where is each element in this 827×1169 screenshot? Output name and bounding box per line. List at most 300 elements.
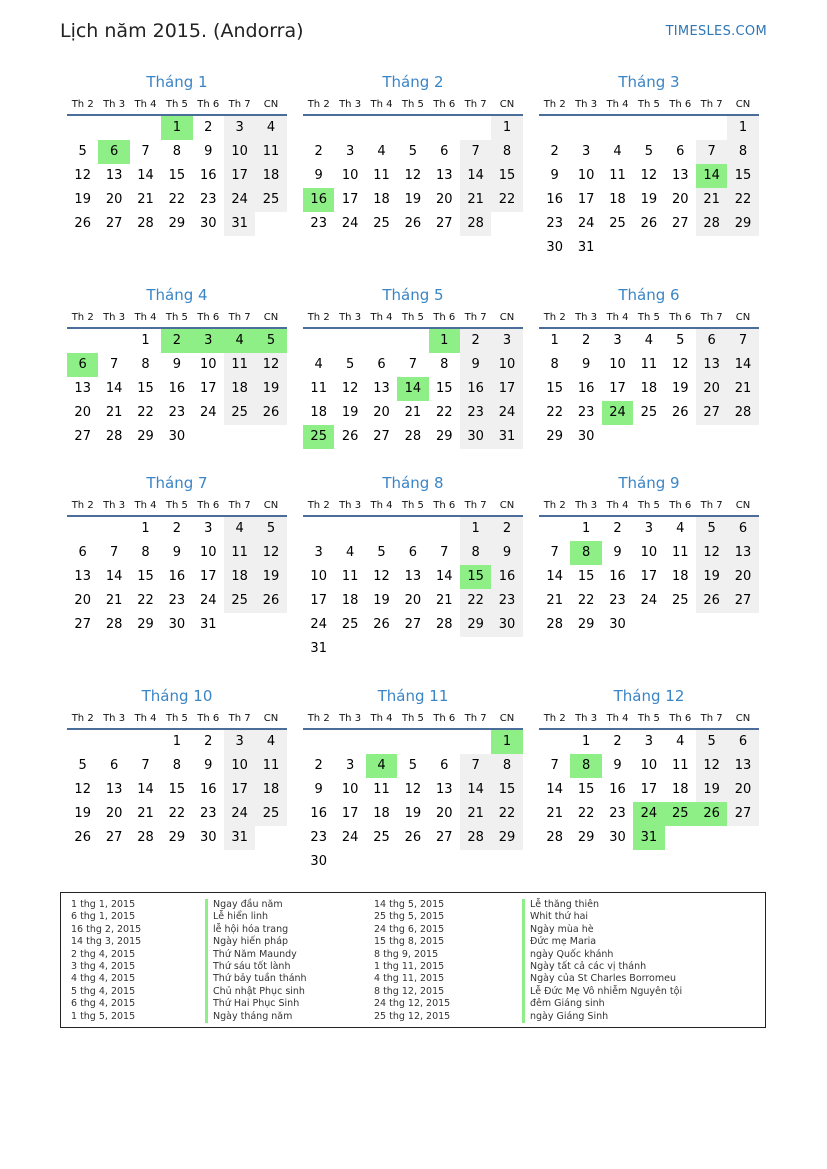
day-cell: 13 <box>74 381 91 396</box>
day-cell: 23 <box>460 401 491 425</box>
holiday-day-cell: 24 <box>633 802 664 826</box>
day-cell: 21 <box>404 405 422 420</box>
weekday-label: Th 2 <box>71 312 94 323</box>
day-cell: 14 <box>546 782 563 797</box>
day-cell: 15 <box>435 381 453 396</box>
day-cell: 6 <box>440 144 449 159</box>
day-cell: 8 <box>491 754 522 778</box>
weekday-label: Th 6 <box>433 312 456 323</box>
day-cell: 23 <box>199 806 217 821</box>
weekday-label: Th 2 <box>307 713 330 724</box>
legend-dates-col-1 <box>71 899 141 1023</box>
day-cell: 8 <box>172 144 181 159</box>
day-cell: 5 <box>696 730 727 754</box>
weekday-label: Th 5 <box>637 713 660 724</box>
day-cell: 22 <box>168 806 186 821</box>
day-cell: 21 <box>460 188 491 212</box>
holiday-day-cell: 2 <box>161 329 192 353</box>
day-cell: 7 <box>141 758 150 773</box>
month-block <box>67 71 287 236</box>
day-cell: 26 <box>404 830 422 845</box>
weekday-label: Th 3 <box>575 500 598 511</box>
legend-holiday-name: Lễ thăng thiên <box>522 899 682 911</box>
day-cell: 20 <box>105 192 123 207</box>
day-cell: 11 <box>671 545 689 560</box>
weekday-header <box>67 309 287 329</box>
day-cell: 3 <box>581 144 591 159</box>
day-cell: 9 <box>581 357 591 372</box>
day-cell: 3 <box>491 329 522 353</box>
empty-cell <box>98 730 129 754</box>
empty-cell <box>334 329 365 353</box>
weekday-label: Th 4 <box>134 99 157 110</box>
day-cell: 18 <box>373 192 390 207</box>
weekday-label: Th 5 <box>637 99 660 110</box>
day-cell: 22 <box>435 405 453 420</box>
empty-cell <box>366 730 397 754</box>
weekday-label: Th 3 <box>575 99 598 110</box>
day-cell: 26 <box>341 429 359 444</box>
day-cell: 27 <box>435 830 453 845</box>
day-cell: 14 <box>435 569 453 584</box>
day-cell: 1 <box>141 521 150 536</box>
empty-cell <box>397 517 428 541</box>
weekday-header <box>303 710 523 730</box>
weekday-header <box>539 309 759 329</box>
day-cell: 9 <box>550 168 559 183</box>
day-cell: 23 <box>577 405 595 420</box>
day-cell: 24 <box>310 617 327 632</box>
day-cell: 28 <box>546 617 563 632</box>
day-cell: 21 <box>546 593 563 608</box>
weekday-label: Th 2 <box>307 99 330 110</box>
month-block <box>539 472 759 637</box>
empty-cell <box>539 116 570 140</box>
day-cell: 4 <box>644 333 653 348</box>
day-cell: 8 <box>460 541 491 565</box>
legend-date: 1 thg 1, 2015 <box>71 899 136 910</box>
weekday-label: CN <box>499 312 515 323</box>
weekday-label: Th 6 <box>197 500 220 511</box>
legend-date: 16 thg 2, 2015 <box>71 923 142 935</box>
day-cell: 20 <box>435 192 453 207</box>
day-cell: 18 <box>671 569 689 584</box>
legend-holiday-name: Đức mẹ Maria <box>522 936 682 948</box>
day-cell: 6 <box>676 144 685 159</box>
weekday-label: Th 7 <box>228 713 251 724</box>
day-cell: 23 <box>491 589 522 613</box>
day-cell: 28 <box>460 212 491 236</box>
day-cell: 27 <box>373 429 390 444</box>
day-cell: 2 <box>613 734 622 749</box>
day-cell: 20 <box>105 806 123 821</box>
day-cell: 19 <box>255 565 286 589</box>
day-cell: 13 <box>696 353 727 377</box>
weekday-header <box>303 497 523 517</box>
day-cell: 8 <box>491 140 522 164</box>
day-cell: 5 <box>255 517 286 541</box>
day-cell: 8 <box>141 545 150 560</box>
weekday-label: Th 4 <box>370 500 393 511</box>
legend-date: 4 thg 4, 2015 <box>71 973 136 985</box>
day-cell: 30 <box>609 617 626 632</box>
day-cell: 7 <box>109 357 119 372</box>
weekday-label: Th 6 <box>197 713 220 724</box>
day-cell: 18 <box>609 192 626 207</box>
weekday-label: Th 4 <box>606 312 629 323</box>
day-cell: 10 <box>341 782 359 797</box>
day-cell: 22 <box>577 806 595 821</box>
day-cell: 7 <box>408 357 417 372</box>
day-cell: 5 <box>676 333 685 348</box>
weekday-label: Th 3 <box>339 312 362 323</box>
day-cell: 29 <box>546 429 563 444</box>
legend-holiday-name: lễ hội hóa trang <box>205 924 307 936</box>
day-cell: 21 <box>546 806 563 821</box>
legend-date: 6 thg 4, 2015 <box>71 998 136 1010</box>
day-cell: 3 <box>204 521 213 536</box>
weekday-label: Th 3 <box>103 312 126 323</box>
legend-date: 8 thg 9, 2015 <box>374 948 439 960</box>
weekday-label: Th 4 <box>370 312 393 323</box>
day-cell: 31 <box>199 617 217 632</box>
day-cell: 6 <box>377 357 386 372</box>
empty-cell <box>665 116 696 140</box>
month-title: Tháng 6 <box>618 286 680 304</box>
empty-cell <box>130 730 161 754</box>
day-cell: 11 <box>255 140 286 164</box>
legend-date: 24 thg 6, 2015 <box>374 923 445 935</box>
holiday-day-cell: 14 <box>397 377 428 401</box>
empty-cell <box>334 116 365 140</box>
day-cell: 16 <box>609 569 626 584</box>
day-cell: 30 <box>199 216 217 231</box>
legend-date: 4 thg 11, 2015 <box>374 973 445 985</box>
day-cell: 9 <box>204 758 213 773</box>
day-cell: 29 <box>460 613 491 637</box>
day-cell: 2 <box>204 734 213 749</box>
empty-cell <box>67 329 98 353</box>
day-cell: 8 <box>172 758 181 773</box>
day-cell: 12 <box>696 754 727 778</box>
month-block <box>303 284 523 449</box>
weekday-label: Th 6 <box>197 99 220 110</box>
day-cell: 6 <box>408 545 417 560</box>
day-cell: 29 <box>137 617 154 632</box>
day-cell: 27 <box>671 216 689 231</box>
weekday-label: Th 4 <box>134 500 157 511</box>
day-cell: 3 <box>345 758 355 773</box>
day-cell: 9 <box>204 144 213 159</box>
holiday-day-cell: 6 <box>98 140 129 164</box>
day-cell: 15 <box>137 381 154 396</box>
day-cell: 17 <box>199 381 217 396</box>
day-cell: 18 <box>373 806 390 821</box>
day-cell: 30 <box>199 830 217 845</box>
day-cell: 2 <box>460 329 491 353</box>
day-cell: 20 <box>435 806 453 821</box>
day-cell: 7 <box>460 140 491 164</box>
day-cell: 14 <box>137 168 154 183</box>
day-cell: 10 <box>199 545 217 560</box>
day-cell: 19 <box>255 377 286 401</box>
day-cell: 2 <box>581 333 591 348</box>
legend-holiday-name: Ngày tất cả các vị thánh <box>522 961 682 973</box>
day-cell: 1 <box>141 333 150 348</box>
weekday-label: Th 7 <box>700 99 723 110</box>
day-cell: 11 <box>310 381 327 396</box>
weekday-label: Th 4 <box>606 99 629 110</box>
month-title: Tháng 11 <box>377 687 449 705</box>
legend-date: 14 thg 3, 2015 <box>71 936 142 948</box>
day-cell: 29 <box>168 830 186 845</box>
legend-date: 14 thg 5, 2015 <box>374 899 445 910</box>
day-cell: 12 <box>640 168 658 183</box>
weekday-label: CN <box>263 713 279 724</box>
day-grid <box>303 329 523 449</box>
legend-date: 1 thg 11, 2015 <box>374 960 445 972</box>
day-cell: 7 <box>440 545 449 560</box>
weekday-header <box>67 497 287 517</box>
weekday-label: Th 7 <box>700 500 723 511</box>
day-cell: 7 <box>550 758 559 773</box>
month-block <box>539 685 759 850</box>
day-cell: 29 <box>435 429 453 444</box>
day-cell: 9 <box>314 168 323 183</box>
holiday-day-cell: 14 <box>696 164 727 188</box>
day-cell: 1 <box>460 517 491 541</box>
holiday-day-cell: 5 <box>255 329 286 353</box>
weekday-label: CN <box>499 500 515 511</box>
day-cell: 20 <box>727 565 758 589</box>
weekday-label: Th 5 <box>637 312 660 323</box>
day-cell: 28 <box>137 216 154 231</box>
legend-names-col-2 <box>522 899 682 1023</box>
holiday-day-cell: 4 <box>366 754 397 778</box>
day-cell: 19 <box>341 405 359 420</box>
day-cell: 13 <box>404 569 422 584</box>
day-cell: 13 <box>105 168 123 183</box>
day-cell: 1 <box>172 734 181 749</box>
weekday-label: Th 5 <box>165 99 188 110</box>
day-cell: 21 <box>696 188 727 212</box>
day-cell: 25 <box>671 593 689 608</box>
day-cell: 24 <box>341 830 359 845</box>
day-cell: 4 <box>224 517 255 541</box>
day-cell: 12 <box>74 168 91 183</box>
day-cell: 4 <box>676 734 685 749</box>
empty-cell <box>303 329 334 353</box>
empty-cell <box>130 116 161 140</box>
legend-holiday-name: đêm Giáng sinh <box>522 998 682 1010</box>
day-cell: 27 <box>696 401 727 425</box>
weekday-label: Th 5 <box>165 312 188 323</box>
day-cell: 26 <box>404 216 422 231</box>
day-cell: 26 <box>373 617 390 632</box>
day-cell: 11 <box>224 353 255 377</box>
day-cell: 6 <box>727 517 758 541</box>
legend-holiday-name: Thứ Năm Maundy <box>205 949 307 961</box>
weekday-label: Th 6 <box>669 99 692 110</box>
month-block <box>67 284 287 449</box>
weekday-label: CN <box>735 312 751 323</box>
weekday-label: Th 5 <box>401 312 424 323</box>
weekday-label: CN <box>735 500 751 511</box>
day-cell: 11 <box>341 569 359 584</box>
weekday-label: Th 2 <box>543 500 566 511</box>
holiday-day-cell: 1 <box>491 730 522 754</box>
day-cell: 26 <box>255 589 286 613</box>
day-cell: 22 <box>546 405 563 420</box>
day-cell: 3 <box>314 545 323 560</box>
empty-cell <box>429 730 460 754</box>
day-cell: 14 <box>460 164 491 188</box>
day-cell: 9 <box>613 758 622 773</box>
weekday-label: Th 6 <box>433 99 456 110</box>
day-cell: 18 <box>640 381 658 396</box>
day-cell: 30 <box>546 240 563 255</box>
day-cell: 19 <box>74 192 91 207</box>
day-cell: 3 <box>644 734 653 749</box>
month-title: Tháng 9 <box>618 474 680 492</box>
day-cell: 13 <box>105 782 123 797</box>
weekday-label: Th 7 <box>464 99 487 110</box>
day-grid <box>67 730 287 850</box>
day-cell: 24 <box>491 401 522 425</box>
empty-cell <box>366 329 397 353</box>
day-cell: 28 <box>105 429 123 444</box>
day-cell: 12 <box>373 569 390 584</box>
day-cell: 3 <box>224 730 255 754</box>
day-cell: 25 <box>373 216 390 231</box>
legend-holiday-name: ngày Quốc khánh <box>522 949 682 961</box>
month-block <box>67 685 287 850</box>
day-cell: 5 <box>408 758 417 773</box>
day-cell: 22 <box>137 593 154 608</box>
holiday-day-cell: 6 <box>67 353 98 377</box>
day-cell: 19 <box>696 565 727 589</box>
day-cell: 1 <box>727 116 758 140</box>
day-cell: 2 <box>613 521 622 536</box>
day-cell: 7 <box>141 144 150 159</box>
month-block <box>303 71 523 236</box>
day-cell: 4 <box>676 521 685 536</box>
site-link[interactable]: TIMESLES.COM <box>665 24 767 39</box>
day-cell: 17 <box>224 778 255 802</box>
day-cell: 16 <box>310 806 327 821</box>
day-cell: 15 <box>168 168 186 183</box>
day-cell: 14 <box>105 381 123 396</box>
weekday-label: Th 5 <box>637 500 660 511</box>
day-cell: 21 <box>137 806 154 821</box>
empty-cell <box>303 116 334 140</box>
day-cell: 30 <box>168 429 186 444</box>
day-cell: 28 <box>435 617 453 632</box>
day-cell: 5 <box>345 357 355 372</box>
day-cell: 31 <box>577 240 595 255</box>
weekday-label: Th 3 <box>103 99 126 110</box>
day-cell: 8 <box>550 357 559 372</box>
day-cell: 20 <box>74 405 91 420</box>
empty-cell <box>366 517 397 541</box>
weekday-label: CN <box>263 99 279 110</box>
legend-date: 3 thg 4, 2015 <box>71 960 136 972</box>
day-cell: 13 <box>435 782 453 797</box>
weekday-label: Th 7 <box>464 500 487 511</box>
page-title: Lịch năm 2015. (Andorra) <box>60 20 304 42</box>
day-cell: 4 <box>377 144 386 159</box>
day-cell: 30 <box>609 830 626 845</box>
day-cell: 25 <box>609 216 626 231</box>
day-cell: 30 <box>460 425 491 449</box>
day-cell: 12 <box>404 782 422 797</box>
day-cell: 29 <box>137 429 154 444</box>
weekday-label: Th 3 <box>103 500 126 511</box>
holiday-day-cell: 15 <box>460 565 491 589</box>
empty-cell <box>98 517 129 541</box>
day-cell: 22 <box>577 593 595 608</box>
holiday-day-cell: 1 <box>429 329 460 353</box>
day-cell: 27 <box>404 617 422 632</box>
day-cell: 6 <box>727 730 758 754</box>
day-cell: 17 <box>491 377 522 401</box>
day-cell: 16 <box>609 782 626 797</box>
holiday-day-cell: 3 <box>193 329 224 353</box>
empty-cell <box>303 730 334 754</box>
empty-cell <box>633 116 664 140</box>
day-cell: 9 <box>172 545 181 560</box>
weekday-label: Th 7 <box>228 99 251 110</box>
day-cell: 25 <box>224 401 255 425</box>
day-cell: 16 <box>199 782 217 797</box>
day-cell: 18 <box>255 778 286 802</box>
day-cell: 20 <box>404 593 422 608</box>
month-title: Tháng 8 <box>382 474 444 492</box>
day-cell: 23 <box>168 405 186 420</box>
day-cell: 5 <box>696 517 727 541</box>
day-cell: 30 <box>168 617 186 632</box>
day-cell: 25 <box>255 802 286 826</box>
holiday-legend <box>60 892 766 1028</box>
day-cell: 20 <box>671 192 689 207</box>
legend-names-col-1 <box>205 899 307 1023</box>
legend-holiday-name: Whit thứ hai <box>522 911 682 923</box>
weekday-label: CN <box>263 312 279 323</box>
empty-cell <box>98 116 129 140</box>
day-grid <box>303 730 523 874</box>
day-grid <box>303 116 523 236</box>
day-cell: 22 <box>168 192 186 207</box>
day-cell: 20 <box>727 778 758 802</box>
day-cell: 22 <box>727 188 758 212</box>
day-grid <box>539 329 759 449</box>
day-grid <box>303 517 523 661</box>
month-title: Tháng 7 <box>146 474 208 492</box>
day-cell: 28 <box>460 826 491 850</box>
day-cell: 2 <box>550 144 559 159</box>
day-cell: 4 <box>345 545 355 560</box>
weekday-label: Th 7 <box>228 312 251 323</box>
day-cell: 21 <box>727 377 758 401</box>
day-cell: 13 <box>671 168 689 183</box>
month-block <box>67 472 287 637</box>
holiday-day-cell: 26 <box>696 802 727 826</box>
day-cell: 21 <box>105 405 123 420</box>
empty-cell <box>602 116 633 140</box>
weekday-label: Th 6 <box>669 312 692 323</box>
day-cell: 12 <box>255 353 286 377</box>
weekday-label: Th 4 <box>606 713 629 724</box>
